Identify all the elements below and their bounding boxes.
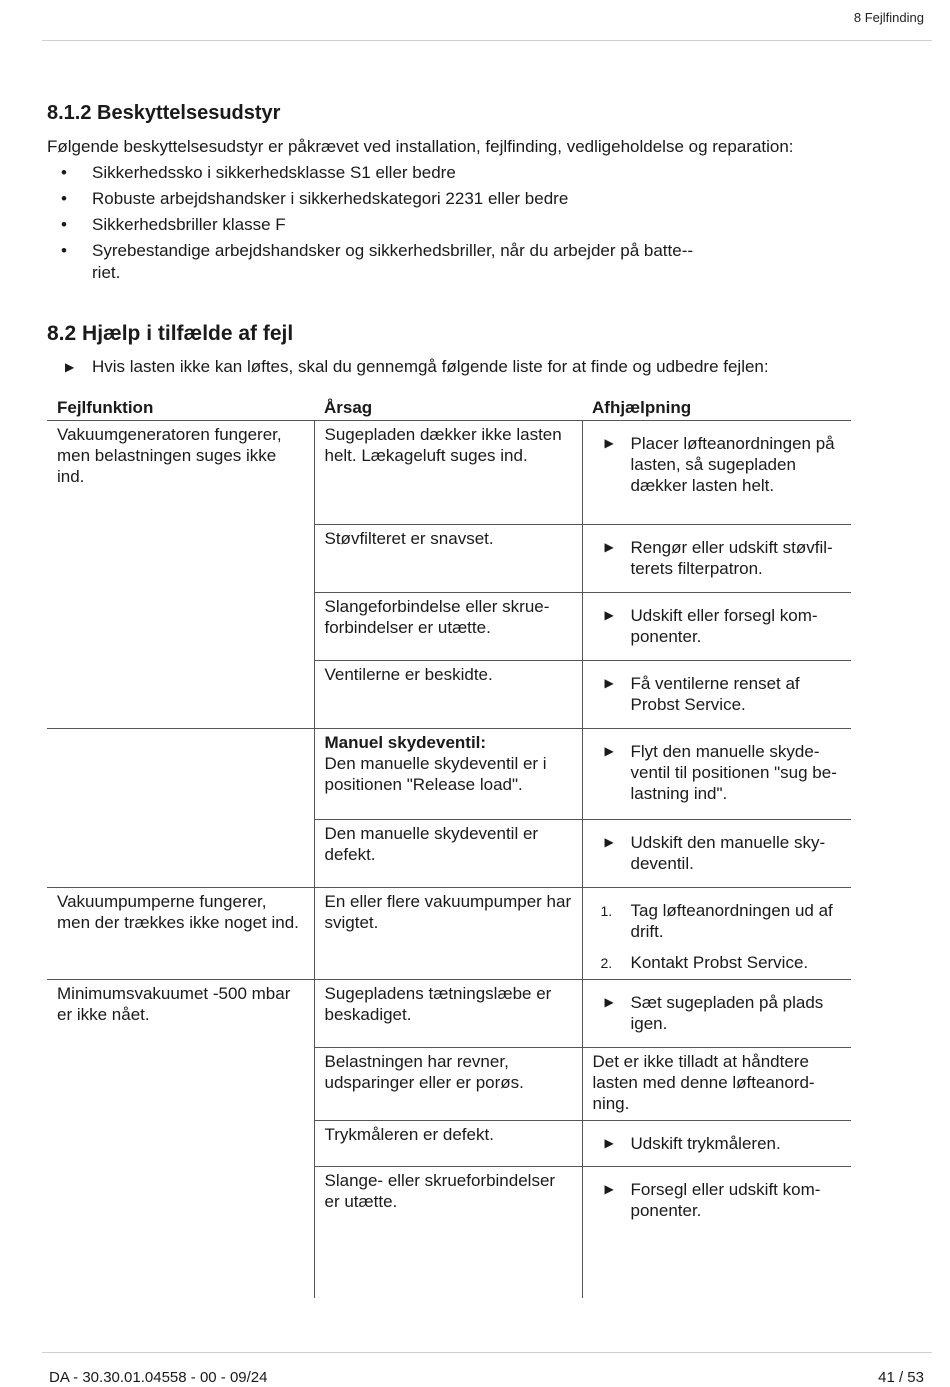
cause-cell: Slange- eller skrueforbindelser er utætte. — [314, 1167, 582, 1298]
footer-doc-number: DA - 30.30.01.04558 - 00 - 09/24 — [49, 1369, 268, 1386]
remedy-cell: ▶ Forsegl eller udskift kom-ponenter. — [604, 1180, 821, 1220]
protective-list — [47, 162, 727, 288]
triangle-right-icon: ▶ — [604, 1182, 614, 1196]
cause-cell: Den manuelle skydeventil er defekt. — [314, 820, 582, 888]
header-rule — [42, 40, 932, 41]
triangle-right-icon: ▶ — [604, 676, 614, 690]
cause-title: Manuel skydeventil: — [324, 733, 487, 752]
table-header-row — [47, 394, 851, 421]
list-item: • Robuste arbejdshandsker i sikkerhedskategori 2231 eller bedre — [61, 189, 569, 208]
triangle-right-icon: ▶ — [604, 540, 614, 554]
triangle-right-icon: ▶ — [604, 608, 614, 622]
remedy-note-cell: Det er ikke tilladt at håndtere lasten med denne løfteanord-ning. — [582, 1048, 851, 1121]
remedy-cell: ▶ Flyt den manuelle skyde-ventil til positionen "sug be-lastning ind". — [582, 729, 851, 820]
cause-cell: Sugepladens tætningslæbe er beskadiget. — [314, 980, 582, 1048]
cause-cell: Trykmåleren er defekt. — [314, 1121, 582, 1167]
triangle-right-icon: ▶ — [604, 835, 614, 849]
remedy-cell: ▶ Rengør eller udskift støvfil-terets filterpatron. — [582, 525, 851, 593]
column-header-cause: Årsag — [314, 394, 582, 421]
triangle-right-icon: ▶ — [604, 436, 614, 450]
list-item: • Sikkerhedssko i sikkerhedsklasse S1 eller bedre — [61, 163, 456, 182]
table-row — [47, 980, 851, 1048]
step-number: 1. — [600, 903, 613, 919]
triangle-right-icon: ▶ — [604, 995, 614, 1009]
help-instruction: ▶ Hvis lasten ikke kan løftes, skal du gennemgå følgende liste for at finde og udbedre fejlen: — [65, 357, 769, 376]
fault-cell: Vakuumgeneratoren fungerer, men belastningen suges ikke ind. — [47, 421, 314, 729]
cause-cell: Manuel skydeventil: Den manuelle skydeventil er i positionen "Release load". — [314, 729, 582, 820]
cause-cell: Belastningen har revner, udsparinger eller er porøs. — [314, 1048, 582, 1121]
protective-heading: 8.1.2 Beskyttelsesudstyr — [47, 102, 281, 124]
bullet-icon: • — [61, 215, 67, 234]
column-header-fault: Fejlfunktion — [47, 394, 314, 421]
cause-cell: En eller flere vakuumpumper har svigtet. — [314, 888, 582, 980]
column-header-remedy: Afhjælpning — [582, 394, 851, 421]
fault-cell: Minimumsvakuumet -500 mbar er ikke nået. — [57, 984, 291, 1024]
remedy-cell: ▶ Udskift eller forsegl kom-ponenter. — [582, 593, 851, 661]
fault-cell: Vakuumpumperne fungerer, men der trækkes ikke noget ind. — [47, 888, 314, 980]
triangle-right-icon: ▶ — [604, 1136, 614, 1150]
cause-cell: Sugepladen dækker ikke lasten helt. Lækageluft suges ind. — [314, 421, 582, 525]
footer-page-number: 41 / 53 — [878, 1369, 924, 1386]
protective-intro: Følgende beskyttelsesudstyr er påkrævet ved installation, fejlfinding, vedligeholdelse og reparation: — [47, 137, 794, 156]
footer-rule — [42, 1352, 932, 1353]
remedy-cell: ▶ Udskift den manuelle sky-deventil. — [582, 820, 851, 888]
bullet-icon: • — [61, 163, 67, 182]
cause-cell: Slangeforbindelse eller skrue-forbindelser er utætte. — [314, 593, 582, 661]
table-row — [47, 421, 851, 525]
triangle-right-icon: ▶ — [65, 360, 75, 374]
remedy-cell: ▶ Få ventilerne renset af Probst Service. — [582, 661, 851, 729]
list-item: • Sikkerhedsbriller klasse F — [61, 215, 286, 234]
fault-table — [47, 394, 851, 1298]
help-heading: 8.2 Hjælp i tilfælde af fejl — [47, 322, 294, 345]
remedy-cell: 1. Tag løfteanordningen ud af drift. 2. Kontakt Probst Service. — [582, 888, 851, 980]
list-item: • Syrebestandige arbejdshandsker og sikkerhedsbriller, når du arbejder på batte-riet. — [61, 241, 694, 282]
cause-cell: Ventilerne er beskidte. — [314, 661, 582, 729]
header-chapter: 8 Fejlfinding — [853, 10, 924, 25]
triangle-right-icon: ▶ — [604, 744, 614, 758]
remedy-cell: ▶ Placer løfteanordningen på lasten, så sugepladen dækker lasten helt. — [582, 421, 851, 525]
table-row — [47, 729, 851, 820]
bullet-icon: • — [61, 189, 67, 208]
table-row — [47, 888, 851, 980]
remedy-cell: ▶ Sæt sugepladen på plads igen. — [582, 980, 851, 1048]
step-number: 2. — [600, 955, 613, 971]
bullet-icon: • — [61, 241, 67, 260]
fault-cell — [47, 729, 314, 888]
remedy-cell: ▶ Udskift trykmåleren. — [582, 1121, 851, 1167]
cause-cell: Støvfilteret er snavset. — [314, 525, 582, 593]
